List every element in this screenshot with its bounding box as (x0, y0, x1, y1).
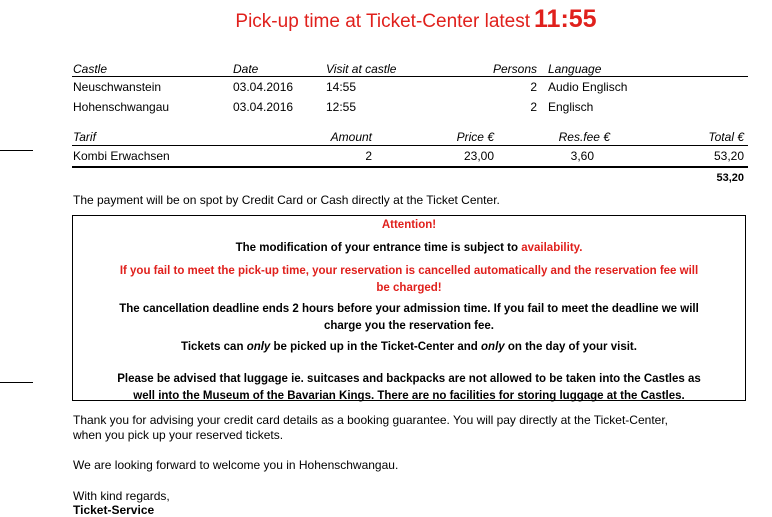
cell-date: 03.04.2016 (233, 100, 294, 114)
total-rule (72, 166, 748, 168)
cell-tarif: Kombi Erwachsen (73, 149, 170, 163)
signature: Ticket-Service (73, 503, 155, 517)
tickets-text-a: Tickets can (181, 341, 244, 353)
left-margin-mark (0, 382, 33, 383)
left-margin-mark (0, 150, 33, 151)
attention-luggage (109, 371, 709, 405)
cell-language: Englisch (548, 100, 594, 114)
col-header-total: Total € (708, 130, 744, 144)
col-header-language: Language (548, 62, 602, 76)
attention-fail-warning (109, 263, 709, 297)
cell-price: 23,00 (463, 149, 494, 163)
col-header-amount: Amount (330, 130, 372, 144)
tickets-only-2: only (481, 341, 505, 353)
tickets-only-1: only (246, 341, 271, 353)
col-header-persons: Persons (492, 62, 537, 76)
pickup-time-heading (0, 4, 772, 37)
attention-modification (109, 240, 709, 257)
cell-castle: Neuschwanstein (73, 80, 162, 94)
attention-title: Attention! (381, 219, 437, 231)
luggage-line-2: well into the Museum of the Bavarian Kings. There are no facilities for storing luggage at the Castles. (133, 390, 685, 402)
cell-visit: 12:55 (326, 100, 357, 114)
cell-date: 03.04.2016 (233, 80, 294, 94)
luggage-line-1: Please be advised that luggage ie. suitcases and backpacks are not allowed to be taken into the Castles as (117, 373, 701, 385)
fail-line-2: be charged! (376, 282, 442, 294)
attention-box (72, 215, 746, 401)
attention-cancellation (109, 301, 709, 335)
cancel-line-2: charge you the reservation fee. (323, 320, 494, 332)
cell-amount: 2 (365, 149, 372, 163)
col-header-date: Date (233, 62, 259, 76)
cell-resfee: 3,60 (570, 149, 594, 163)
tickets-text-b: be picked up in the Ticket-Center and (273, 341, 478, 353)
cancel-line-1: The cancellation deadline ends 2 hours before your admission time. If you fail to meet the deadline we will (119, 303, 699, 315)
col-header-castle: Castle (73, 62, 108, 76)
cell-persons: 2 (530, 100, 537, 114)
col-header-visit: Visit at castle (326, 62, 397, 76)
welcome-text: We are looking forward to welcome you in Hohenschwangau. (73, 458, 399, 472)
tickets-text-c: on the day of your visit. (507, 341, 637, 353)
header-rule (72, 145, 748, 146)
fail-line-1: If you fail to meet the pick-up time, your reservation is cancelled automatically and the reservation fee will (119, 265, 699, 277)
payment-note: The payment will be on spot by Credit Card or Cash directly at the Ticket Center. (73, 193, 500, 207)
col-header-tarif: Tarif (73, 130, 96, 144)
cell-language: Audio Englisch (548, 80, 628, 94)
cell-total: 53,20 (713, 149, 744, 163)
regards-text: With kind regards, (73, 489, 170, 503)
attention-tickets (109, 339, 709, 356)
grand-total: 53,20 (716, 172, 744, 184)
header-rule (72, 76, 748, 77)
col-header-resfee: Res.fee € (558, 130, 610, 144)
modification-text: The modification of your entrance time is subject to (235, 242, 519, 254)
cell-visit: 14:55 (326, 80, 357, 94)
pickup-time: 11:55 (534, 5, 597, 33)
thanks-line-1: Thank you for advising your credit card details as a booking guarantee. You will pay directly at the Ticket-Center, (73, 413, 668, 427)
cell-castle: Hohenschwangau (73, 100, 170, 114)
thanks-line-2: when you pick up your reserved tickets. (73, 428, 284, 442)
availability-highlight: availability. (521, 242, 583, 254)
col-header-price: Price € (456, 130, 494, 144)
pickup-label: Pick-up time at Ticket-Center latest (235, 11, 531, 32)
cell-persons: 2 (530, 80, 537, 94)
